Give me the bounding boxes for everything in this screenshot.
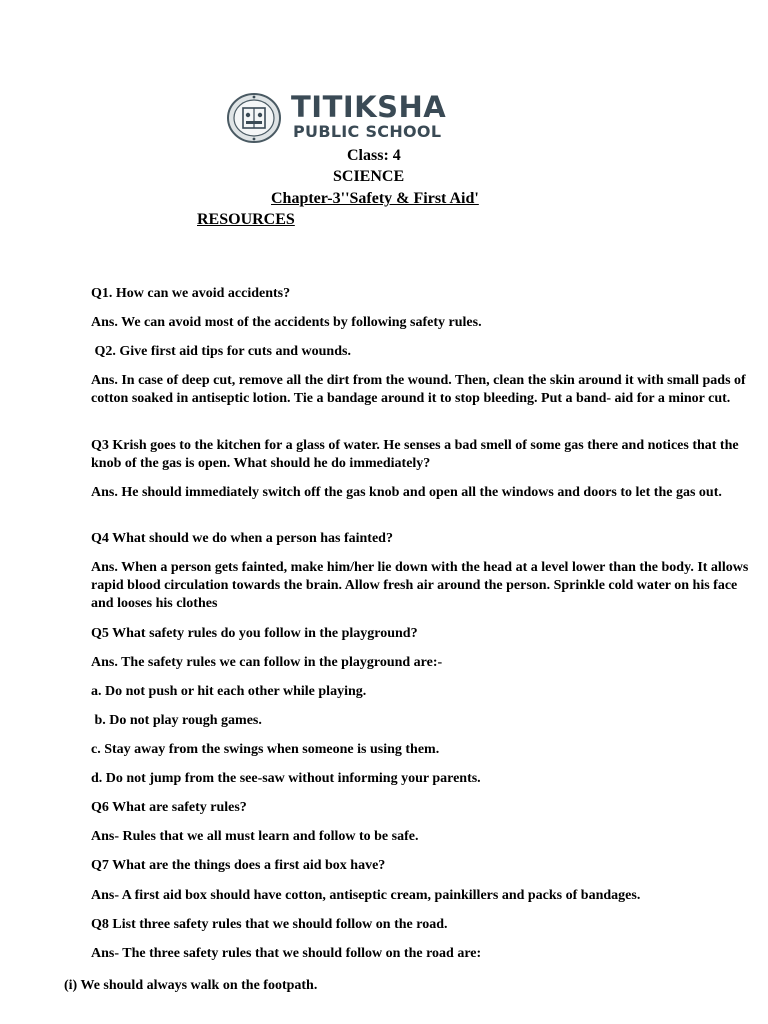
subject-title: SCIENCE	[333, 168, 405, 185]
school-subtitle: PUBLIC SCHOOL	[293, 122, 442, 141]
question: Q4 What should we do when a person has fainted?	[91, 531, 393, 546]
answer: Ans. He should immediately switch off the gas knob and open all the windows and doors to let the gas out.	[91, 485, 722, 500]
answer: Ans- A first aid box should have cotton, antiseptic cream, painkillers and packs of bandages.	[91, 888, 641, 903]
answer: Ans. When a person gets fainted, make him/her lie down with the head at a level lower than the body. It allows rapid blood circulation towards the brain. Allow fresh air around the person. Sprinkle cold water on his face and looses his clothes	[91, 560, 749, 611]
answer: Ans. The safety rules we can follow in the playground are:-	[91, 655, 443, 670]
question: Q2. Give first aid tips for cuts and wounds.	[91, 344, 351, 359]
answer: Ans. We can avoid most of the accidents by following safety rules.	[91, 315, 482, 330]
question: Q7 What are the things does a first aid box have?	[91, 858, 386, 873]
question: Q6 What are safety rules?	[91, 800, 247, 815]
list-item: d. Do not jump from the see-saw without informing your parents.	[91, 771, 481, 786]
chapter-title: Chapter-3''Safety & First Aid'	[271, 190, 479, 207]
question: Q5 What safety rules do you follow in the playground?	[91, 626, 418, 641]
answer: Ans. In case of deep cut, remove all the dirt from the wound. Then, clean the skin around it with small pads of cotton soaked in antiseptic lotion. Tie a bandage around it to stop bleeding. Put a band- aid for a minor cut.	[91, 373, 746, 406]
question: Q1. How can we avoid accidents?	[91, 286, 291, 301]
resources-heading: RESOURCES	[197, 211, 295, 228]
answer: Ans- Rules that we all must learn and follow to be safe.	[91, 829, 419, 844]
question: Q3 Krish goes to the kitchen for a glass of water. He senses a bad smell of some gas there and notices that the knob of the gas is open. What should he do immediately?	[91, 438, 739, 471]
school-logo	[226, 90, 448, 146]
list-item: a. Do not push or hit each other while playing.	[91, 684, 367, 699]
question: Q8 List three safety rules that we should follow on the road.	[91, 917, 448, 932]
answer: Ans- The three safety rules that we should follow on the road are:	[91, 946, 482, 961]
list-item: (i) We should always walk on the footpath.	[64, 978, 318, 993]
school-name: TITIKSHA	[291, 90, 447, 124]
list-item: b. Do not play rough games.	[91, 713, 262, 728]
list-item: c. Stay away from the swings when someone is using them.	[91, 742, 440, 757]
school-seal-icon	[226, 92, 282, 144]
class-label: Class: 4	[347, 147, 401, 164]
